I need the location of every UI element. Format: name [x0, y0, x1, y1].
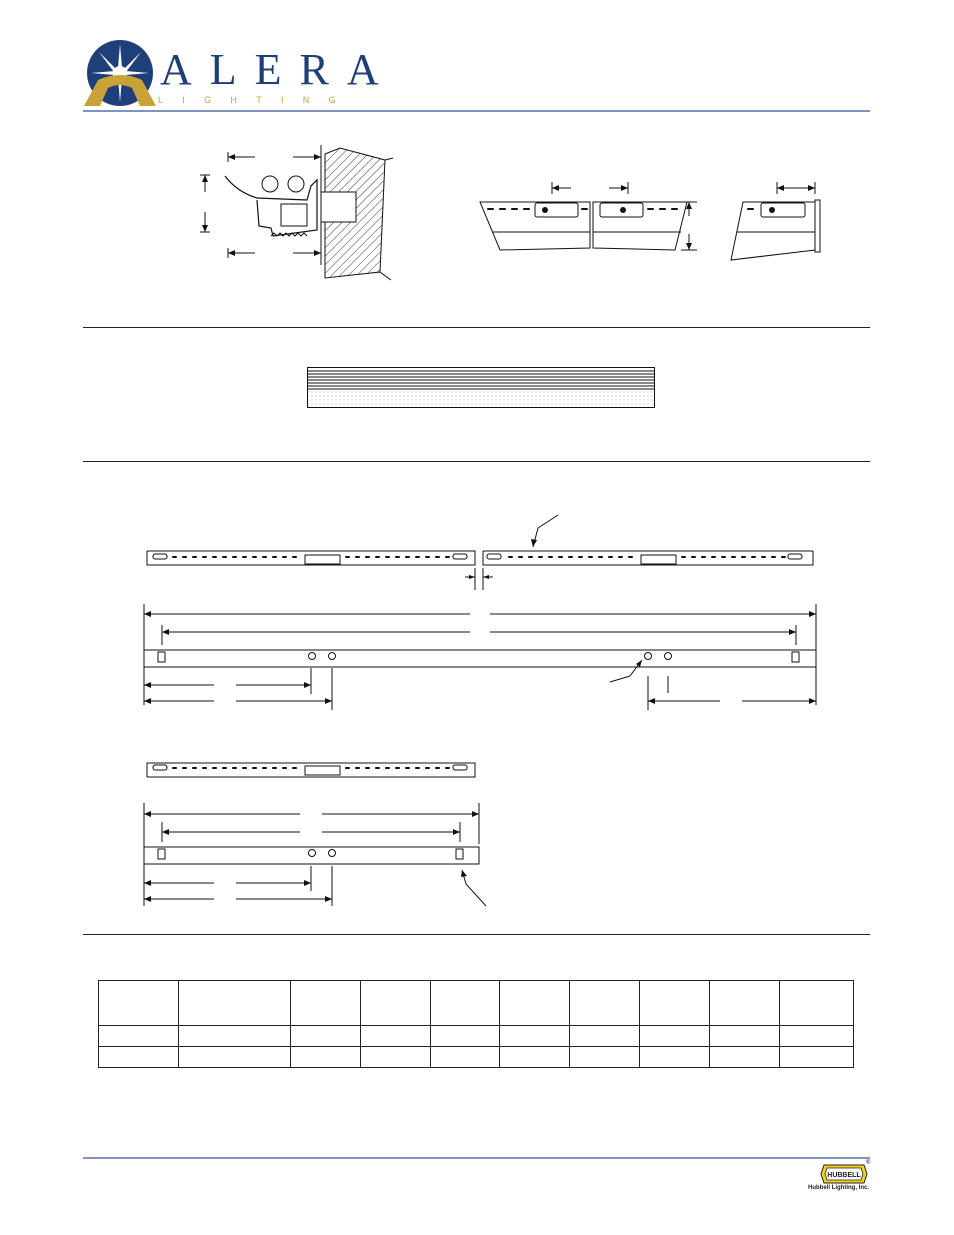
table-header-cell	[360, 981, 430, 1026]
fixture-front-view	[307, 367, 655, 408]
table-cell	[570, 1026, 640, 1047]
table-cell	[290, 1047, 360, 1068]
table-row	[99, 1026, 854, 1047]
table-header-cell	[430, 981, 500, 1026]
table-header-cell	[780, 981, 854, 1026]
table-cell	[99, 1026, 179, 1047]
table-header-cell	[178, 981, 290, 1026]
registered-mark: ®	[866, 1160, 871, 1166]
table-row	[99, 1047, 854, 1068]
table-cell	[570, 1047, 640, 1068]
footer-rule	[83, 1157, 870, 1159]
header-rule	[83, 110, 870, 112]
table-cell	[640, 1047, 710, 1068]
section-rule-1	[83, 327, 870, 328]
table-cell	[710, 1026, 780, 1047]
table-cell	[99, 1047, 179, 1068]
table-cell	[780, 1047, 854, 1068]
table-cell	[430, 1047, 500, 1068]
table-header-cell	[99, 981, 179, 1026]
table-header-cell	[290, 981, 360, 1026]
table-header-cell	[500, 981, 570, 1026]
table-header-cell	[710, 981, 780, 1026]
section-rule-3	[83, 934, 870, 935]
single-section-plan-diagram	[140, 758, 485, 908]
table-cell	[710, 1047, 780, 1068]
two-section-plan-diagram	[140, 510, 822, 715]
brand-name: ALERA	[160, 45, 397, 94]
spec-table	[98, 980, 854, 1068]
brand-subtitle: LIGHTING	[158, 95, 355, 105]
table-cell	[360, 1026, 430, 1047]
table-header-cell	[570, 981, 640, 1026]
section-rule-2	[83, 461, 870, 462]
hubbell-logo-text: HUBBELL	[827, 1172, 861, 1179]
table-header-cell	[640, 981, 710, 1026]
table-cell	[500, 1026, 570, 1047]
table-cell	[780, 1026, 854, 1047]
hubbell-logo	[820, 1163, 868, 1185]
table-cell	[430, 1026, 500, 1047]
mounting-section-diagram	[195, 140, 400, 285]
table-cell	[290, 1026, 360, 1047]
company-name: Hubbell Lighting, Inc.	[808, 1185, 869, 1191]
table-cell	[640, 1026, 710, 1047]
table-cell	[178, 1047, 290, 1068]
alera-sunburst-icon	[84, 40, 156, 106]
table-cell	[178, 1026, 290, 1047]
joint-detail-diagram	[475, 180, 830, 265]
table-header-row	[99, 981, 854, 1026]
table-cell	[500, 1047, 570, 1068]
table-cell	[360, 1047, 430, 1068]
